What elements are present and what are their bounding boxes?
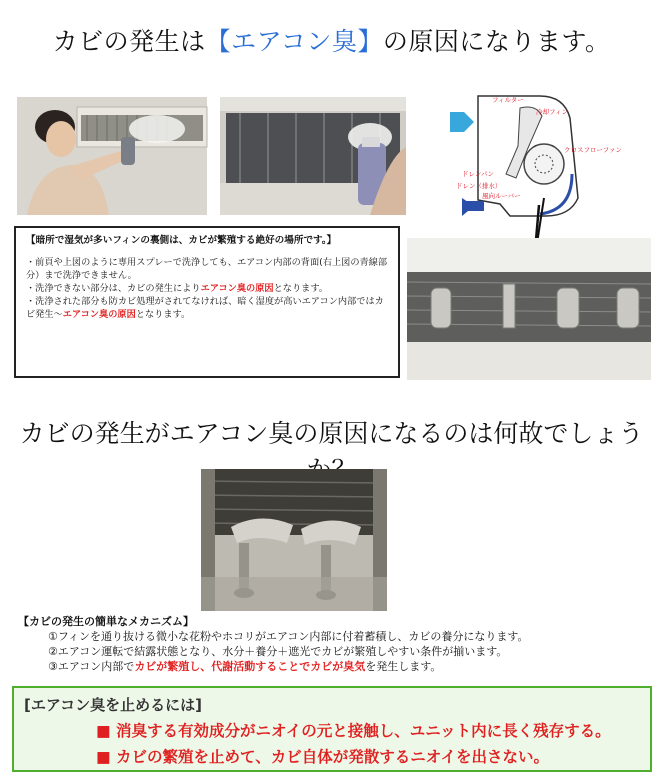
solution-line: ■ カビの繁殖を止めて、カビ自体が発散するニオイを出さない。 [96, 748, 549, 766]
photo-mold-louver [201, 469, 387, 611]
svg-text:風向ルーバー: 風向ルーバー [482, 192, 521, 200]
mechanism-item: ①フィンを通り抜ける微小な花粉やホコリがエアコン内部に付着蓄積し、カビの養分になります。 [48, 630, 529, 643]
svg-text:クロスフローファン: クロスフローファン [564, 146, 623, 154]
mechanism-section [18, 614, 658, 674]
svg-text:ドレンパン: ドレンパン [462, 170, 494, 178]
mechanism-heading: 【カビの発生の簡単なメカニズム】 [18, 615, 194, 628]
svg-text:ドレン（排水）: ドレン（排水） [456, 182, 502, 190]
photo-aircon-interior [407, 238, 651, 380]
aircon-cross-section-diagram [440, 88, 623, 228]
note-line: ・洗浄された部分も防カビ処理がされてなければ、暗く湿度が高いエアコン内部ではカビ発生～エアコン臭の原因となります。 [26, 296, 384, 320]
mechanism-item: ②エアコン運転で結露状態となり、水分＋養分＋遮光でカビが繁殖しやすい条件が揃います。 [48, 645, 508, 658]
note-line: ・前頁や上図のように専用スプレーで洗浄しても、エアコン内部の背面(右上図の青線部分）まで洗浄できません。 [26, 257, 388, 281]
note-heading: 【暗所で湿気が多いフィンの裏側は、カビが繁殖する絶好の場所です。】 [26, 235, 337, 246]
solution-line: ■ 消臭する有効成分がニオイの元と接触し、ユニット内に長く残存する。 [96, 722, 611, 740]
note-line: ・洗浄できない部分は、カビの発生によりエアコン臭の原因となります。 [26, 283, 328, 294]
page-title: カビの発生は【エアコン臭】の原因になります。 [52, 27, 611, 56]
svg-text:冷却フィン: 冷却フィン [536, 108, 568, 116]
photo-woman-spraying [17, 97, 207, 215]
mechanism-item: ③エアコン内部でカビが繁殖し、代謝活動することでカビが臭気を発生します。 [48, 660, 442, 673]
svg-text:フィルター: フィルター [492, 96, 524, 104]
title-highlight: 【エアコン臭】 [205, 27, 383, 56]
question-heading: カビの発生がエアコン臭の原因になるのは何故でしょう [19, 419, 644, 448]
airflow-in-arrow [450, 112, 474, 132]
photo-spray-closeup [220, 97, 406, 215]
solution-box [12, 686, 652, 772]
note-box [14, 226, 400, 378]
solution-heading: [エアコン臭を止めるには] [24, 696, 202, 714]
